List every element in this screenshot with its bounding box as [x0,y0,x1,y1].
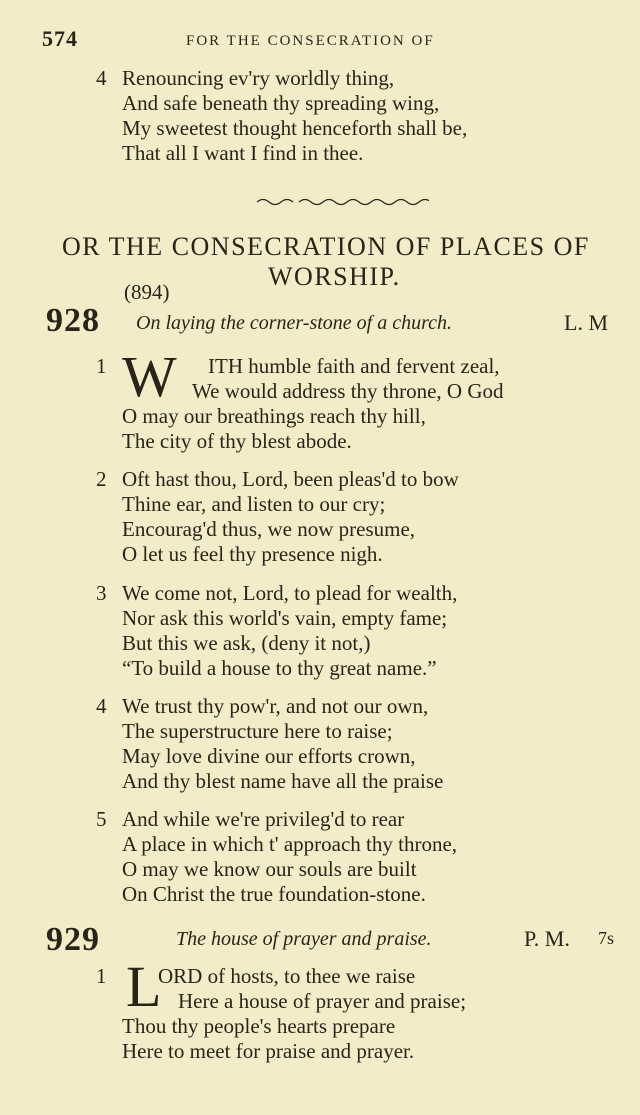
page-reference: (894) [124,280,170,304]
drop-cap: L [126,954,162,1019]
section-title: OR THE CONSECRATION OF PLACES OF [62,232,590,261]
verse-line: O may our breathings reach thy hill, [122,404,426,428]
hymn-number: 929 [46,921,100,958]
verse-number: 1 [96,964,107,988]
verse-line: And thy blest name have all the praise [122,769,444,793]
running-head: FOR THE CONSECRATION OF [186,33,435,49]
verse-line: O may we know our souls are built [122,857,417,881]
hymn-meter: P. M. [524,926,570,951]
verse-line: We trust thy pow'r, and not our own, [122,694,429,718]
hymn-title: The house of prayer and praise. [176,928,432,950]
verse-number: 4 [96,694,107,718]
verse-number: 5 [96,807,107,831]
verse-line: May love divine our efforts crown, [122,744,416,768]
verse-line: My sweetest thought henceforth shall be, [122,116,468,140]
verse-line: A place in which t' approach thy throne, [122,832,458,856]
verse-line: That all I want I find in thee. [122,141,364,165]
verse-number: 4 [96,66,107,90]
verse-line: ORD of hosts, to thee we raise [158,964,416,988]
verse-line: We would address thy throne, O God [192,379,504,403]
verse-line: Thou thy people's hearts prepare [122,1014,396,1038]
verse-number: 3 [96,581,107,605]
verse-line: Renouncing ev'ry worldly thing, [122,66,395,90]
verse-line: O let us feel thy presence nigh. [122,542,383,566]
verse-line: Nor ask this world's vain, empty fame; [122,606,448,630]
hymn-meter-suffix: 7s [598,928,615,948]
verse-line: And safe beneath thy spreading wing, [122,91,440,115]
verse-line: “To build a house to thy great name.” [122,656,437,680]
verse-number: 2 [96,467,107,491]
section-title-continued: WORSHIP. [268,262,401,291]
verse-line: And while we're privileg'd to rear [122,807,405,831]
verse-line: The superstructure here to raise; [122,719,393,743]
ornamental-divider [255,194,429,208]
verse-line: Encourag'd thus, we now presume, [122,517,416,541]
verse-number: 1 [96,354,107,378]
hymn-title: On laying the corner-stone of a church. [136,312,453,334]
verse-line: On Christ the true foundation-stone. [122,882,426,906]
verse-line: ITH humble faith and fervent zeal, [208,354,500,378]
verse-line: Here a house of prayer and praise; [178,989,467,1013]
page-number: 574 [42,26,78,51]
hymn-meter: L. M [564,310,608,335]
verse-line: Thine ear, and listen to our cry; [122,492,386,516]
drop-cap: W [122,344,177,409]
verse-line: Oft hast thou, Lord, been pleas'd to bow [122,467,459,491]
verse-line: We come not, Lord, to plead for wealth, [122,581,458,605]
hymn-number: 928 [46,302,100,339]
verse-line: Here to meet for praise and prayer. [122,1039,415,1063]
verse-line: The city of thy blest abode. [122,429,352,453]
verse-line: But this we ask, (deny it not,) [122,631,371,655]
